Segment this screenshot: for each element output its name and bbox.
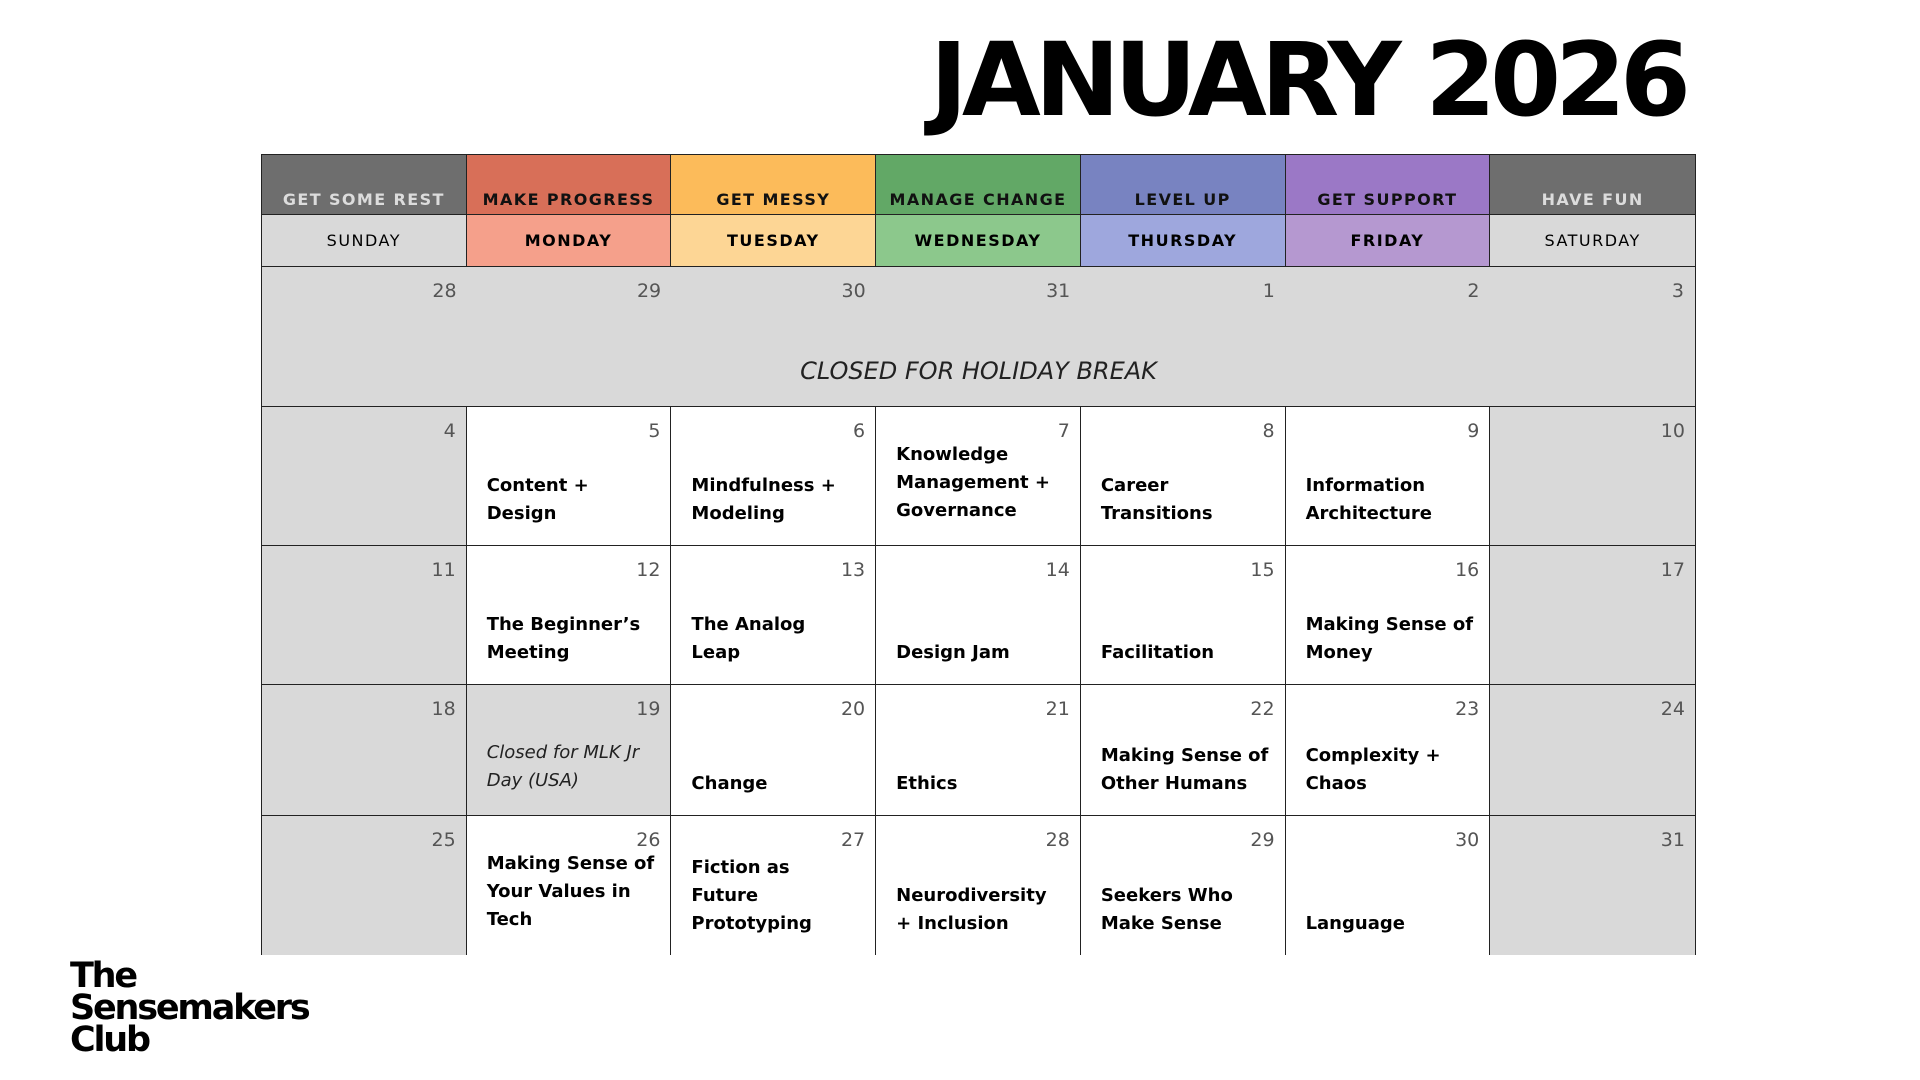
date-number: 9 bbox=[1467, 420, 1480, 442]
day-cell[interactable] bbox=[1286, 816, 1491, 955]
date-number: 12 bbox=[636, 559, 661, 581]
weekday-header: TUESDAY bbox=[671, 215, 876, 267]
date-number: 16 bbox=[1455, 559, 1480, 581]
event-title[interactable]: Knowledge Management + Governance bbox=[896, 444, 1050, 521]
day-cell[interactable] bbox=[671, 546, 876, 685]
day-cell[interactable] bbox=[1081, 816, 1286, 955]
day-cell bbox=[1490, 685, 1695, 816]
event-title[interactable]: Ethics bbox=[896, 773, 958, 794]
closure-note: Closed for MLK Jr Day (USA) bbox=[486, 742, 640, 791]
date-number: 27 bbox=[840, 829, 866, 851]
date-number: 8 bbox=[1262, 420, 1275, 442]
weekday-header: WEDNESDAY bbox=[876, 215, 1081, 267]
event-title[interactable]: Seekers Who Make Sense bbox=[1100, 885, 1233, 934]
date-number: 19 bbox=[636, 698, 661, 720]
date-number: 24 bbox=[1660, 698, 1685, 720]
day-cell[interactable] bbox=[876, 685, 1081, 816]
theme-header: GET SUPPORT bbox=[1286, 155, 1491, 215]
date-number: 29 bbox=[1250, 829, 1275, 851]
logo-line: Sensemakers bbox=[70, 988, 309, 1028]
theme-header: HAVE FUN bbox=[1490, 155, 1695, 215]
day-cell[interactable] bbox=[467, 546, 672, 685]
date-number: 6 bbox=[853, 420, 866, 442]
calendar-grid bbox=[261, 154, 1696, 955]
date-number: 31 bbox=[1046, 280, 1071, 302]
theme-header: MANAGE CHANGE bbox=[876, 155, 1081, 215]
event-title[interactable]: Making Sense of Your Values in Tech bbox=[486, 853, 655, 930]
event-title[interactable]: Neurodiversity + Inclusion bbox=[896, 885, 1047, 934]
day-cell[interactable] bbox=[876, 816, 1081, 955]
date-number: 10 bbox=[1660, 420, 1685, 442]
event-title[interactable]: Career Transitions bbox=[1100, 475, 1213, 524]
date-number: 22 bbox=[1250, 698, 1275, 720]
holiday-week-row bbox=[262, 267, 1695, 407]
date-number: 25 bbox=[431, 829, 456, 851]
date-number: 23 bbox=[1455, 698, 1480, 720]
day-cell bbox=[262, 407, 467, 546]
logo-line: Club bbox=[70, 1020, 149, 1060]
date-number: 15 bbox=[1250, 559, 1275, 581]
day-cell bbox=[262, 685, 467, 816]
date-number: 11 bbox=[431, 559, 456, 581]
holiday-closed-label: CLOSED FOR HOLIDAY BREAK bbox=[800, 357, 1157, 385]
event-title[interactable]: Complexity + Chaos bbox=[1305, 745, 1441, 794]
event-title[interactable]: Information Architecture bbox=[1305, 475, 1433, 524]
date-number: 31 bbox=[1660, 829, 1685, 851]
event-title[interactable]: Making Sense of Other Humans bbox=[1100, 745, 1269, 794]
event-title[interactable]: Making Sense of Money bbox=[1305, 614, 1474, 663]
day-cell bbox=[262, 546, 467, 685]
event-title[interactable]: Design Jam bbox=[896, 642, 1010, 663]
date-number: 26 bbox=[636, 829, 661, 851]
event-title[interactable]: Change bbox=[691, 773, 768, 794]
date-number: 30 bbox=[1455, 829, 1480, 851]
day-cell[interactable] bbox=[671, 685, 876, 816]
date-number: 21 bbox=[1045, 698, 1070, 720]
day-cell[interactable] bbox=[467, 816, 672, 955]
page-title: JANUARY 2026 bbox=[929, 21, 1685, 140]
day-cell[interactable] bbox=[876, 546, 1081, 685]
day-cell bbox=[1490, 407, 1695, 546]
date-number: 20 bbox=[840, 698, 866, 720]
theme-header: GET SOME REST bbox=[262, 155, 467, 215]
day-cell[interactable] bbox=[1081, 546, 1286, 685]
day-cell[interactable] bbox=[671, 816, 876, 955]
event-title[interactable]: Language bbox=[1305, 913, 1405, 934]
date-number: 17 bbox=[1660, 559, 1685, 581]
day-cell[interactable] bbox=[671, 407, 876, 546]
weekday-header: SATURDAY bbox=[1490, 215, 1695, 267]
day-cell[interactable] bbox=[1286, 407, 1491, 546]
day-cell[interactable] bbox=[1286, 546, 1491, 685]
date-number: 4 bbox=[443, 420, 456, 442]
event-title[interactable]: Fiction as Future Prototyping bbox=[691, 857, 812, 934]
date-number: 28 bbox=[1045, 829, 1070, 851]
theme-header: MAKE PROGRESS bbox=[467, 155, 672, 215]
date-number: 3 bbox=[1671, 280, 1684, 302]
event-title[interactable]: Mindfulness + Modeling bbox=[691, 475, 836, 524]
weekday-header: FRIDAY bbox=[1286, 215, 1491, 267]
day-cell bbox=[467, 685, 672, 816]
event-title[interactable]: Facilitation bbox=[1100, 642, 1215, 663]
event-title[interactable]: Content + Design bbox=[486, 475, 589, 524]
weekday-header: THURSDAY bbox=[1081, 215, 1286, 267]
date-number: 2 bbox=[1467, 280, 1480, 302]
date-number: 1 bbox=[1262, 280, 1275, 302]
day-cell bbox=[1490, 546, 1695, 685]
weekday-header: SUNDAY bbox=[262, 215, 467, 267]
date-number: 5 bbox=[648, 420, 661, 442]
date-number: 14 bbox=[1045, 559, 1070, 581]
sensemakers-club-logo bbox=[70, 956, 309, 1060]
event-title[interactable]: The Analog Leap bbox=[691, 614, 806, 663]
day-cell[interactable] bbox=[467, 407, 672, 546]
date-number: 18 bbox=[431, 698, 456, 720]
event-title[interactable]: The Beginner’s Meeting bbox=[486, 614, 641, 663]
day-cell bbox=[262, 816, 467, 955]
day-cell[interactable] bbox=[876, 407, 1081, 546]
day-cell bbox=[1490, 816, 1695, 955]
date-number: 7 bbox=[1057, 420, 1070, 442]
date-number: 28 bbox=[432, 280, 457, 302]
day-cell[interactable] bbox=[1081, 685, 1286, 816]
date-number: 29 bbox=[636, 280, 662, 302]
logo-line: The bbox=[70, 956, 136, 996]
day-cell[interactable] bbox=[1081, 407, 1286, 546]
date-number: 30 bbox=[841, 280, 866, 302]
theme-header: GET MESSY bbox=[671, 155, 876, 215]
theme-header: LEVEL UP bbox=[1081, 155, 1286, 215]
date-number: 13 bbox=[840, 559, 866, 581]
weekday-header: MONDAY bbox=[467, 215, 672, 267]
day-cell[interactable] bbox=[1286, 685, 1491, 816]
